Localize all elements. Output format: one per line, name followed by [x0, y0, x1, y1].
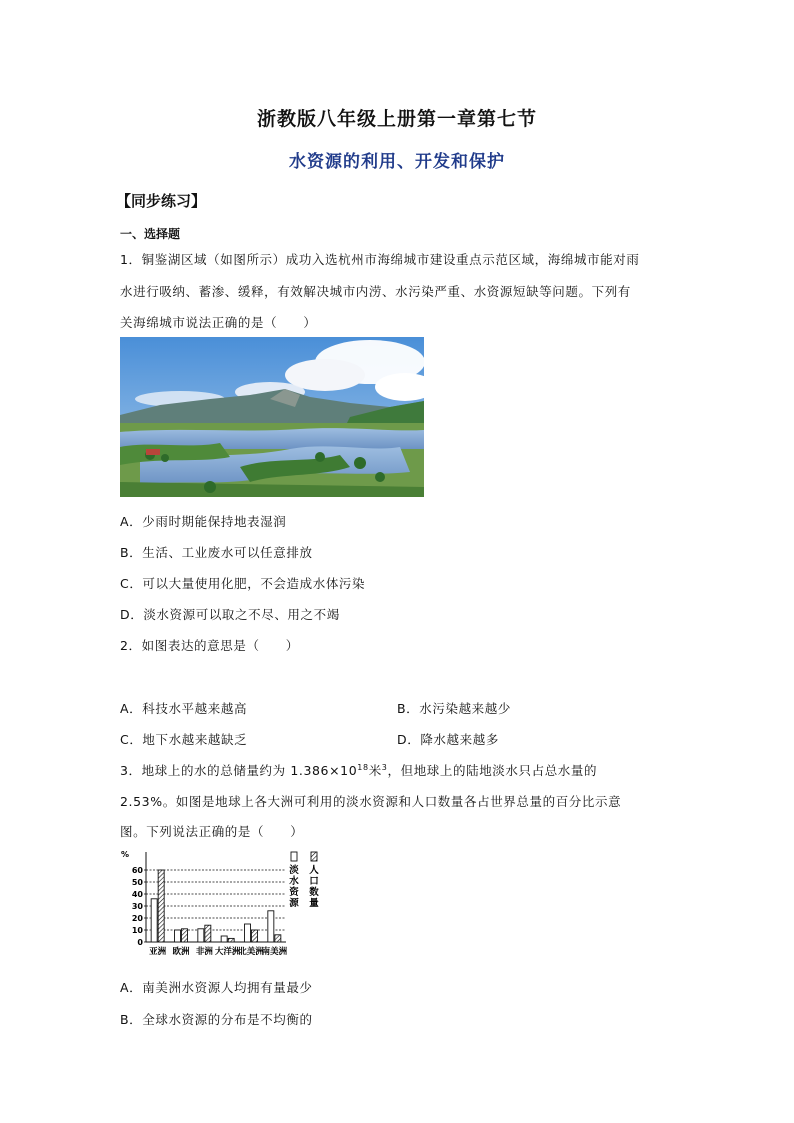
q2-option-d: D．降水越来越多 — [397, 732, 499, 747]
bar-freshwater — [268, 911, 274, 942]
y-tick-label: 50 — [131, 878, 143, 887]
bar-population — [228, 938, 234, 942]
choice-heading: 一、选择题 — [120, 227, 181, 241]
q3-line-2: 2.53%。如图是地球上各大洲可利用的淡水资源和人口数量各占世界总量的百分比示意 — [120, 794, 622, 809]
bar-population — [275, 935, 281, 942]
legend-label-freshwater: 资 — [289, 887, 299, 898]
q1-line-1: 1．铜鉴湖区域（如图所示）成功入选杭州市海绵城市建设重点示范区域，海绵城市能对雨 — [120, 252, 640, 267]
water-population-chart — [118, 846, 340, 962]
q3-option-a: A．南美洲水资源人均拥有量最少 — [120, 980, 313, 995]
q3-line-1 — [120, 761, 597, 779]
q1-line-3: 关海绵城市说法正确的是（ ） — [120, 315, 317, 330]
q3-option-b: B．全球水资源的分布是不均衡的 — [120, 1012, 313, 1027]
bar-population — [182, 929, 188, 942]
y-tick-label: 30 — [131, 902, 143, 911]
wetland-landscape-photo — [120, 337, 424, 497]
legend-label-freshwater: 淡 — [289, 865, 299, 876]
bar-freshwater — [175, 930, 181, 942]
q2-option-b: B．水污染越来越少 — [397, 701, 511, 716]
legend-label-population: 口 — [309, 876, 319, 887]
x-tick-label: 欧洲 — [172, 947, 190, 957]
y-tick-label: 40 — [131, 890, 143, 899]
bar-freshwater — [198, 929, 204, 942]
legend-label-population: 量 — [309, 898, 319, 909]
y-tick-label: 20 — [131, 914, 143, 923]
x-tick-label: 北美洲 — [238, 947, 264, 957]
bar-population — [158, 870, 164, 942]
q1-option-a: A．少雨时期能保持地表湿润 — [120, 514, 287, 529]
x-tick-label: 大洋洲 — [214, 947, 241, 957]
bar-freshwater — [245, 924, 251, 942]
q3-line-3: 图。下列说法正确的是（ ） — [120, 824, 304, 839]
bar-population — [205, 925, 211, 942]
x-tick-label: 亚洲 — [149, 947, 167, 957]
x-tick-label: 非洲 — [195, 947, 213, 957]
q3-exponent-3: 3 — [381, 762, 388, 772]
legend-label-population: 数 — [309, 887, 319, 898]
legend-swatch-population — [311, 852, 317, 861]
legend-label-freshwater: 水 — [289, 876, 299, 887]
y-tick-label: 0 — [137, 938, 143, 947]
y-tick-label: 10 — [131, 926, 143, 935]
q1-option-c: C．可以大量使用化肥，不会造成水体污染 — [120, 576, 366, 591]
q3-line-1-pre: 3．地球上的水的总储量约为 1.386×10 — [120, 763, 358, 778]
legend-label-population: 人 — [309, 865, 319, 876]
bar-freshwater — [151, 899, 157, 942]
q1-option-d: D．淡水资源可以取之不尽、用之不竭 — [120, 607, 340, 622]
legend-swatch-freshwater — [291, 852, 297, 861]
q2-option-c: C．地下水越来越缺乏 — [120, 732, 248, 747]
section-heading: 【同步练习】 — [116, 192, 207, 210]
q3-line-1-post: ，但地球上的陆地淡水只占总水量的 — [387, 763, 598, 778]
bar-population — [252, 930, 258, 942]
legend-label-freshwater: 源 — [289, 898, 299, 909]
q2-stem: 2．如图表达的意思是（ ） — [120, 638, 299, 653]
q1-option-b: B．生活、工业废水可以任意排放 — [120, 545, 313, 560]
x-tick-label: 南美洲 — [261, 947, 288, 957]
q3-unit: 米 — [368, 763, 382, 778]
bar-freshwater — [221, 936, 227, 942]
document-subtitle: 水资源的利用、开发和保护 — [289, 152, 505, 172]
y-axis-label: % — [121, 850, 130, 859]
y-tick-label: 60 — [131, 866, 143, 875]
q2-option-a: A．科技水平越来越高 — [120, 701, 248, 716]
q3-exponent-18: 18 — [357, 762, 369, 772]
q1-line-2: 水进行吸纳、蓄渗、缓释，有效解决城市内涝、水污染严重、水资源短缺等问题。下列有 — [120, 284, 631, 299]
document-title: 浙教版八年级上册第一章第七节 — [256, 108, 537, 130]
